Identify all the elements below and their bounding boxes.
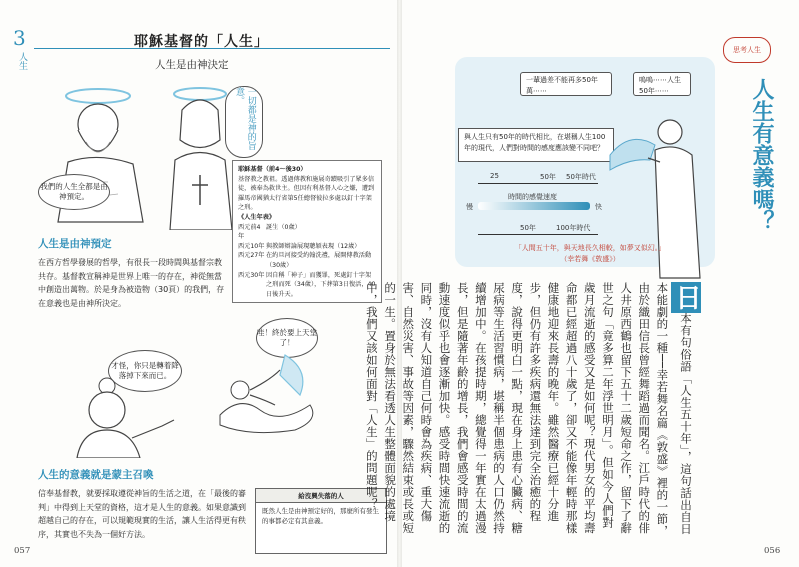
god-illustration — [48, 82, 158, 232]
explanation-box: 與人生只有50年的時代相比，在堪稱人生100年的現代，人們對時間的感度應該變不同吧？ — [458, 128, 614, 162]
page-subtitle: 人生是由神決定 — [155, 59, 229, 71]
chapter-number: 3 — [13, 26, 26, 50]
angel-speech-bubble: 哇！終於要上天堂了！ — [256, 318, 318, 358]
timeline-top-end: 50年時代 — [566, 173, 596, 181]
section-body: 在西方哲學發展的哲學，有很長一段時間與基督宗教共存。基督教宣稱神是世界上唯一的存在，神從無當中創造出萬物。於是身為被造物（30頁）的我們，存在意義也是由神所決定。 — [38, 258, 225, 308]
section-title: 人生是由神預定 — [38, 238, 112, 250]
chron-row: 西元27年 在約旦河接受約翰洗禮，展開傳教活動（30歲） — [238, 252, 372, 270]
page-number-right: 056 — [764, 546, 781, 556]
falling-person-illustration — [210, 345, 325, 435]
man-speech-bubble: 我們的人生全都是由神預定。 — [38, 174, 110, 210]
jesus-info-box — [232, 160, 382, 303]
tip-box-text: 既然人生是由神預定好的，那麼所有發生的事都必定有其意義。 — [262, 507, 379, 526]
timeline-bottom-line — [478, 234, 598, 235]
chron-row: 西元前4年 誕生（0歲） — [238, 223, 301, 241]
body-text: 本有句俗語「人生五十年」，這句話出自日本能劇的一種──幸若舞名篇《敦盛》裡的一節，由於織田信長曾經舞蹈過而聞名。江戶時代的俳人井原西鶴也留下五十二歲短命之作，留下了辭世之句「竟多算二年浮世明月」。但如今人們對歲月流逝的感受又是如何呢？現代男女的平均壽命都已經超過八十歲了，卻又不能像年輕時那樣健康地迎來長壽的晚年。雖然醫療已經十分進步，但仍有許多疾病還無法達到完全治癒的程度，說得更明白一點，現在身上患有心臟病、糖尿病等生活習慣病，堪稱半個患病的人口仍然持續增加中。在孩提時期，總覺得一年實在太過漫長，但是隨著年齡的增長，我們會感受時間的流動速度似乎也會逐漸加快。感受時間快速流逝的同時，沒有人知道自己何時會為疾病、重大傷害、自然災害、事故等因素，驟然結束或長或短的一生。置身於無法看透人生整體面貌的處境中，我們又該如何面對「人生」的問題呢？ — [364, 282, 693, 537]
timeline-top-line — [478, 183, 598, 184]
page-number-left: 057 — [14, 546, 31, 556]
tip-box-header: 給沒興失落的人 — [256, 489, 386, 503]
section-badge: 思考人生 — [723, 37, 771, 63]
god-speech-bubble: 一切都是神的旨意。 — [225, 86, 263, 158]
timeline-bottom-start: 50年 — [520, 224, 536, 232]
info-desc: 基督教之教祖。透過傳教和施展奇蹟吸引了眾多信徒，被奉為救世主。但因有利基督人心之嫌，遭到羅馬帝國猶太行省第5任總督彼拉多處以釘十字架之刑。 — [238, 175, 375, 212]
quote-caption: 「人間五十年，與天地長久相較，如夢又似幻。」 — [514, 244, 666, 252]
speed-arrow — [478, 202, 590, 210]
drop-cap: 日 — [671, 284, 701, 311]
section-body: 信奉基督教，就要採取遵從神旨的生活之道，在「最後的審判」中得到上天堂的資格，這才是人生的意義。如果意識到超越自己的存在，可以規範現實的生活，讓人生活得更有秩序，其實也不失為一個好方法。 — [38, 489, 246, 539]
woman-speech-bubble: 才怪，你只是轉着降落掉下來而已。 — [108, 350, 182, 392]
samurai-illustration — [600, 100, 720, 280]
chronology-title: 《人生年表》 — [238, 214, 276, 222]
chron-row: 西元30年 因自稱「神子」而獲罪，死處釘十字架之刑而死（34歲），下葬第3日復活，40日後升天。 — [238, 271, 376, 298]
speech-box-2: 嗚嗚⋯⋯人生50年⋯⋯ — [633, 72, 691, 96]
info-name: 耶穌基督（前4～後30） — [238, 166, 307, 173]
main-vertical-text — [364, 282, 701, 537]
chapter-label: 人生 — [17, 52, 27, 70]
timeline-top-start: 25 — [490, 172, 499, 180]
chron-row: 西元10年 與教師辯論展現聰穎表現（12歲） — [238, 242, 361, 250]
timeline-bottom-end: 100年時代 — [556, 224, 591, 232]
fast-label: 快 — [595, 203, 602, 211]
quote-source: （幸若舞《敦盛》） — [560, 255, 620, 263]
page-title: 耶穌基督的「人生」 — [134, 34, 269, 50]
timeline-top-mid: 50年 — [540, 173, 556, 181]
woman-illustration — [62, 368, 182, 458]
section-title: 人生的意義就是蒙主召喚 — [38, 469, 154, 481]
slow-label: 慢 — [466, 203, 473, 211]
speech-box-1: 一輩過差不能再多50年萬⋯⋯ — [520, 72, 612, 96]
speed-arrow-label: 時間的感覺速度 — [508, 193, 557, 201]
page-title-vertical: 人生有意義嗎？ — [749, 78, 774, 232]
